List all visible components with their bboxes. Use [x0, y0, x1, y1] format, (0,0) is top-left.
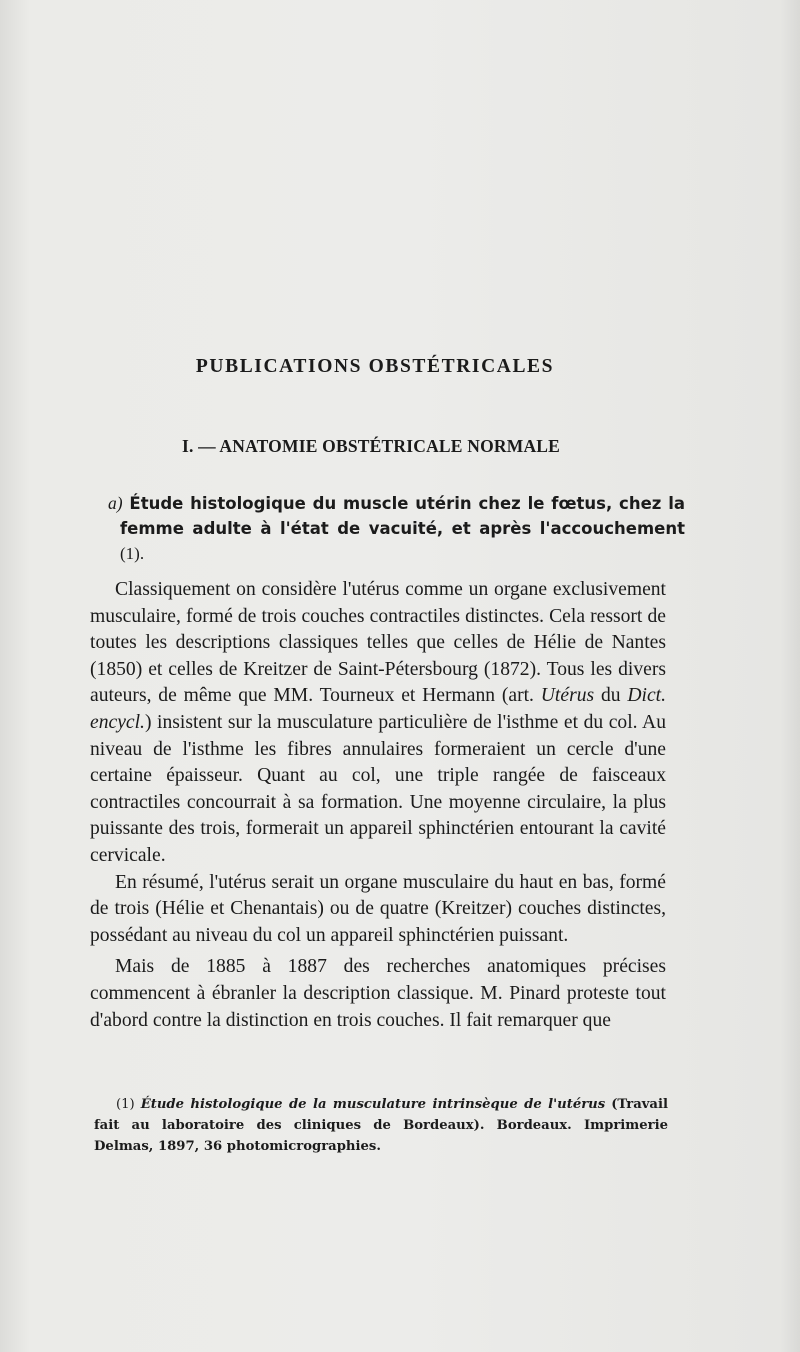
paragraph-3: Mais de 1885 à 1887 des recherches anatomiques précises commencent à ébranler la description classique. M. Pinard proteste tout d'abord contre la distinction en trois couches. Il fait remarquer que	[90, 956, 666, 1031]
footnote-reference: (1).	[120, 544, 145, 563]
subheading-marker: a)	[108, 493, 123, 513]
footnote-details: (Travail fait au laboratoire des cliniques de Bordeaux). Bordeaux. Imprimerie Delmas, 1897, 36 photomicrographies.	[94, 1097, 668, 1154]
paragraph-2: En résumé, l'utérus serait un organe musculaire du haut en bas, formé de trois (Hélie et Chenantais) ou de quatre (Kreitzer) couches distinctes, possédant au niveau du col un appareil sphinctérien puissant.	[90, 871, 666, 946]
footnote	[94, 1094, 668, 1157]
paragraph-1	[90, 577, 666, 870]
body-text	[90, 577, 666, 1034]
subheading	[108, 491, 685, 566]
footnote-title: Étude histologique de la musculature intrinsèque de l'utérus	[140, 1097, 606, 1112]
section-heading: I. — ANATOMIE OBSTÉTRICALE NORMALE	[181, 436, 561, 456]
paragraph-1-italic-uterus: Utérus	[540, 685, 595, 707]
page-title: PUBLICATIONS OBSTÉTRICALES	[195, 356, 555, 377]
paragraph-1-italic-dict: Dict. encycl.	[90, 685, 666, 733]
paragraph-1-part-c: ) insistent sur la musculature particulière de l'isthme et du col. Au niveau de l'isthme les fibres annulaires formeraient un cercle d'une certaine épaisseur. Quant au col, une triple rangée de faisceaux contractiles concourrait à sa formation. Une moyenne circulaire, la plus puissante des trois, formerait un appareil sphinctérien entourant la cavité cervicale.	[90, 711, 666, 866]
subheading-text: Étude histologique du muscle utérin chez le fœtus, chez la femme adulte à l'état de vacuité, et après l'accouchement	[120, 494, 686, 538]
footnote-text	[94, 1094, 668, 1157]
footnote-number: (1)	[116, 1097, 135, 1112]
paragraph-1-part-b: du	[600, 685, 621, 707]
paragraph-1-part-a: Classiquement on considère l'utérus comme un organe exclusivement musculaire, formé de trois couches contractiles distinctes. Cela ressort de toutes les descriptions classiques telles que celles de Hélie de Nantes (1850) et celles de Kreitzer de Saint-Pétersbourg (1872). Tous les divers auteurs, de même que MM. Tourneux et Hermann (art.	[90, 579, 666, 707]
